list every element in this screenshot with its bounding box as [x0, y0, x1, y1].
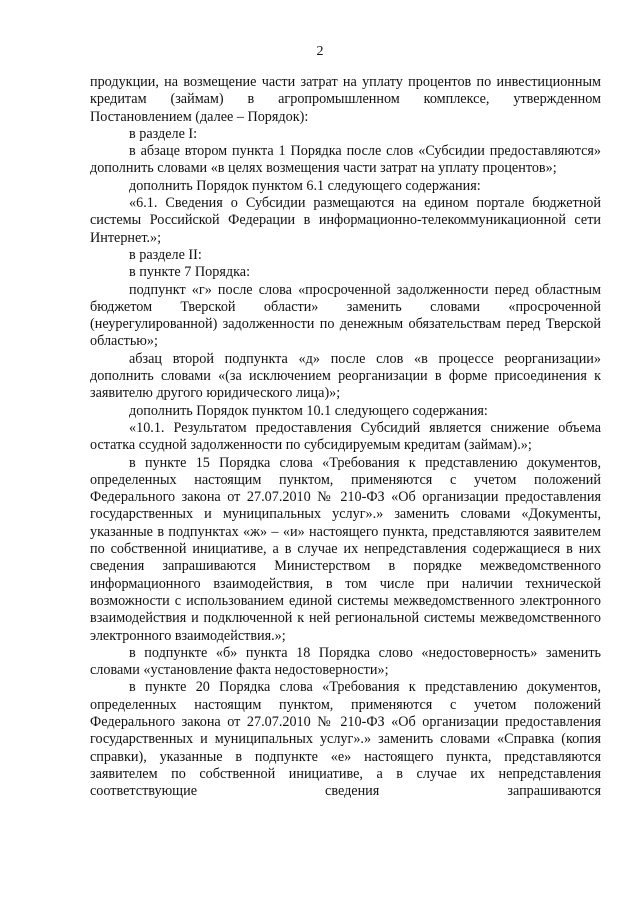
- paragraph: продукции, на возмещение части затрат на уплату процентов по инвестиционным кредитам (займам) в агропромышленном комплексе, утвержденном Постановлением (далее – Порядок):: [90, 74, 601, 125]
- paragraph: дополнить Порядок пунктом 10.1 следующего содержания:: [129, 402, 488, 419]
- paragraph: в разделе II:: [129, 246, 202, 263]
- paragraph: «10.1. Результатом предоставления Субсидий является снижение объема остатка ссудной задолженности по субсидируемым кредитам (займам).»;: [90, 419, 601, 454]
- paragraph: в пункте 7 Порядка:: [129, 264, 251, 281]
- paragraph: в разделе I:: [129, 125, 198, 142]
- paragraph: в пункте 20 Порядка слова «Требования к представлению документов, определенных настоящим пунктом, применяются с учетом положений Федерального закона от 27.07.2010 № 210-ФЗ «Об организации предоставления государственных и муниципальных услуг».» заменить словами «Справка (копия справки), указанные в подпункте «е» настоящего пункта, представляются заявителем по собственной инициативе, а в случае их непредставления соответствующие сведения запрашиваются: [90, 679, 601, 800]
- document-body: [90, 74, 601, 800]
- paragraph: подпункт «г» после слова «просроченной задолженности перед областным бюджетом Тверской области» заменить словами «просроченной (неурегулированной) задолженности по денежным обязательствам перед Тверской областью»;: [90, 281, 601, 350]
- paragraph: в абзаце втором пункта 1 Порядка после слов «Субсидии предоставляются» дополнить словами «в целях возмещения части затрат на уплату процентов»;: [90, 143, 601, 177]
- page-number: 2: [316, 44, 324, 59]
- paragraph: абзац второй подпункта «д» после слов «в процессе реорганизации» дополнить словами «(за исключением реорганизации в форме присоединения к заявителю другого юридического лица)»;: [90, 350, 601, 402]
- paragraph: в подпункте «б» пункта 18 Порядка слово «недостоверность» заменить словами «установление факта недостоверности»;: [90, 644, 601, 679]
- paragraph: «6.1. Сведения о Субсидии размещаются на едином портале бюджетной системы Российской Федерации в информационно-телекоммуникационной сети Интернет.»;: [90, 195, 601, 246]
- paragraph: в пункте 15 Порядка слова «Требования к представлению документов, определенных настоящим пунктом, применяются с учетом положений Федерального закона от 27.07.2010 № 210-ФЗ «Об организации предоставления государственных и муниципальных услуг».» заменить словами «Документы, указанные в подпунктах «ж» – «и» настоящего пункта, представляются заявителем по собственной инициативе, а в случае их непредставления содержащиеся в них сведения запрашиваются Министерством в порядке межведомственного информационного взаимодействия, в том числе при наличии технической возможности с использованием единой системы межведомственного электронного взаимодействия и подключенной к ней региональной системы межведомственного электронного взаимодействия.»;: [90, 454, 601, 644]
- paragraph: дополнить Порядок пунктом 6.1 следующего содержания:: [129, 177, 481, 194]
